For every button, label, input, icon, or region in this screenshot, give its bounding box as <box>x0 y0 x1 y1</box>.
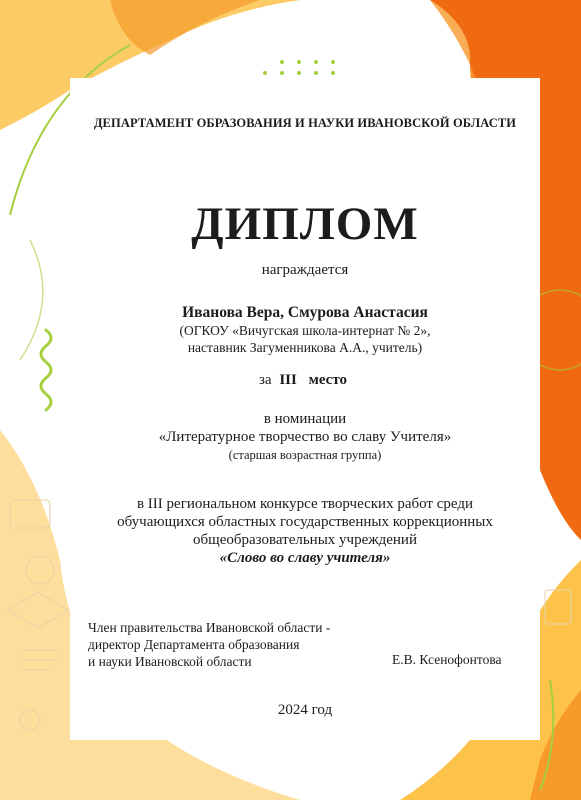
organization-line-1: (ОГКОУ «Вичугская школа-интернат № 2», <box>179 323 431 338</box>
year: 2024 год <box>277 702 333 718</box>
signatory-line-1: Член правительства Ивановской области - <box>88 620 331 635</box>
nomination-intro: в номинации <box>263 411 347 427</box>
diploma-title: ДИПЛОМ <box>191 198 419 250</box>
place-value: III <box>279 372 297 388</box>
age-group: (старшая возрастная группа) <box>228 448 382 462</box>
organization-line-2: наставник Загуменникова А.А., учитель) <box>187 340 423 355</box>
green-wavy-line <box>41 330 51 410</box>
place-line <box>70 372 540 389</box>
contest-name: «Слово во славу учителя» <box>219 550 391 566</box>
signatory-line-3: и науки Ивановской области <box>88 654 252 669</box>
nomination-name: «Литературное творчество во славу Учителя» <box>158 429 452 445</box>
signer-name: Е.В. Ксенофонтова <box>392 652 502 667</box>
contest-line-2: обучающихся областных государственных коррекционных <box>117 514 493 530</box>
contest-line-3: общеобразовательных учреждений <box>193 532 417 548</box>
recipients-names: Иванова Вера, Смурова Анастасия <box>182 304 428 321</box>
contest-line-1: в III региональном конкурсе творческих работ среди <box>136 496 474 512</box>
signatory-line-2: директор Департамента образования <box>88 637 300 652</box>
green-dot-grid-top <box>263 60 335 75</box>
department-header: ДЕПАРТАМЕНТ ОБРАЗОВАНИЯ И НАУКИ ИВАНОВСКОЙ ОБЛАСТИ <box>93 116 517 130</box>
place-prefix: за <box>259 372 272 388</box>
place-suffix: место <box>308 372 347 388</box>
awarded-label: награждается <box>261 262 349 278</box>
